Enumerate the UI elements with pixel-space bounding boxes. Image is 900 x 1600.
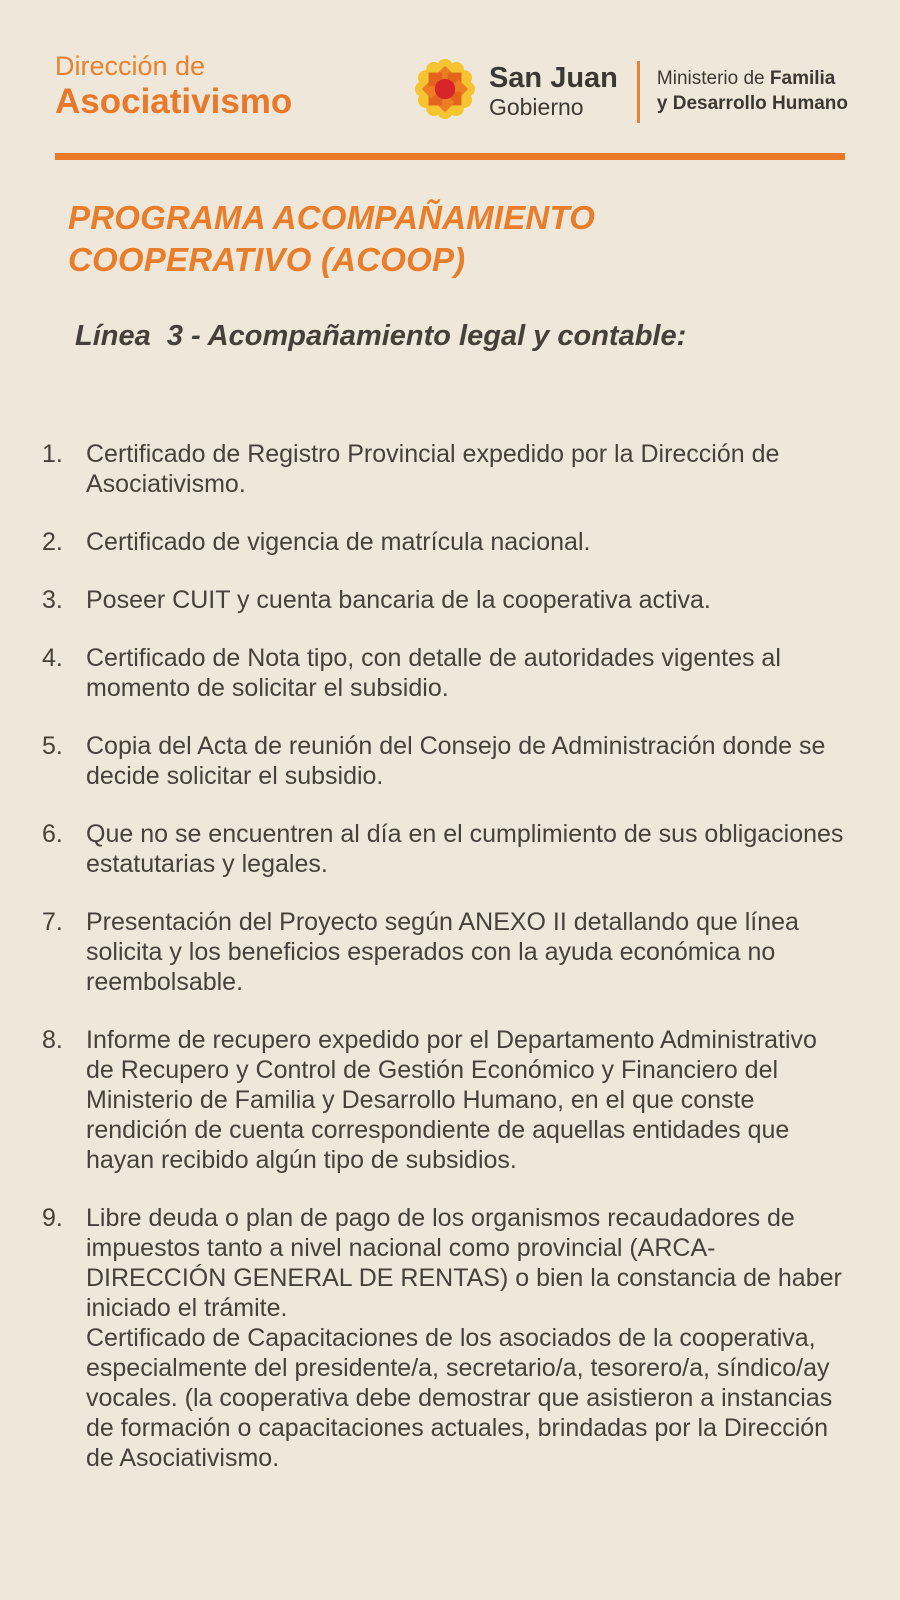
item-number: 5. [42, 732, 63, 761]
program-title: PROGRAMA ACOMPAÑAMIENTO COOPERATIVO (ACOOP) [68, 199, 596, 278]
item-text: Copia del Acta de reunión del Consejo de Administración donde se decide solicitar el subsidio. [86, 732, 826, 791]
item-number: 7. [42, 908, 63, 937]
item-text: Certificado de Registro Provincial expedido por la Dirección de Asociativismo. [86, 440, 780, 499]
item-text: Certificado de Nota tipo, con detalle de autoridades vigentes al momento de solicitar el subsidio. [86, 644, 781, 703]
item-extra-paragraph: Certificado de Capacitaciones de los asociados de la cooperativa, especialmente del presidente/a, secretario/a, tesorero/a, síndico/ay vocales. (la cooperativa debe demostrar que asistieron a instancias de formación o capacitaciones actuales, brindadas por la Dirección de Asociativismo. [86, 1324, 833, 1473]
list-item [42, 527, 850, 557]
list-item [42, 585, 850, 615]
list-item [42, 1025, 850, 1175]
list-item [42, 643, 850, 703]
item-text: Certificado de vigencia de matrícula nacional. [86, 528, 591, 557]
list-item [42, 819, 850, 879]
header-rule [55, 153, 845, 160]
ministry-line1-regular: Ministerio de [656, 68, 770, 90]
department-prefix: Dirección de [55, 51, 206, 81]
item-text: Que no se encuentren al día en el cumplimiento de sus obligaciones estatutarias y legales. [86, 820, 844, 879]
department-title-block [55, 50, 292, 123]
item-text: Poseer CUIT y cuenta bancaria de la cooperativa activa. [86, 586, 711, 615]
government-brand [414, 58, 848, 125]
ministry-line1-bold: Familia [769, 68, 836, 90]
item-number: 6. [42, 820, 63, 849]
item-number: 3. [42, 586, 63, 615]
requirements-list [42, 439, 850, 1473]
department-name: Asociativismo [55, 82, 293, 122]
item-text: Libre deuda o plan de pago de los organismos recaudadores de impuestos tanto a nivel nacional como provincial (ARCA-DIRECCIÓN GENERAL DE RENTAS) o bien la constancia de haber iniciado el trámite. Certificado de Capacitaciones de los asociados de la cooperativa, especialmente del presidente/a, secretario/a, tesorero/a, síndico/ay vocales. (la cooperativa debe demostrar que asistieron a instancias de formación o capacitaciones actuales, brindadas por la Dirección de Asociativismo. [86, 1203, 848, 1473]
item-text: Informe de recupero expedido por el Departamento Administrativo de Recupero y Control de Gestión Económico y Financiero del Ministerio de Familia y Desarrollo Humano, en el que conste rendición de cuenta correspondiente de aquellas entidades que hayan recibido algún tipo de subsidios. [86, 1026, 817, 1175]
item-number: 2. [42, 528, 63, 557]
line-subtitle: Línea 3 - Acompañamiento legal y contable: [75, 320, 687, 353]
brand-divider [637, 61, 640, 123]
list-item [42, 731, 850, 791]
ministry-name [657, 67, 848, 116]
item-number: 9. [42, 1204, 63, 1233]
government-brand-text [489, 63, 618, 120]
list-item [42, 439, 850, 499]
item-number: 1. [42, 440, 63, 469]
government-subtitle: Gobierno [488, 93, 584, 120]
ministry-line2-bold: y Desarrollo Humano [656, 92, 848, 114]
item-number: 8. [42, 1026, 63, 1055]
list-item [42, 907, 850, 997]
list-item [42, 1203, 850, 1473]
header [0, 0, 900, 125]
item-number: 4. [42, 644, 63, 673]
item-text: Presentación del Proyecto según ANEXO II detallando que línea solicita y los beneficios esperados con la ayuda económica no reembolsable. [86, 908, 799, 997]
san-juan-flower-logo-icon [414, 58, 476, 125]
government-name: San Juan [488, 62, 618, 95]
